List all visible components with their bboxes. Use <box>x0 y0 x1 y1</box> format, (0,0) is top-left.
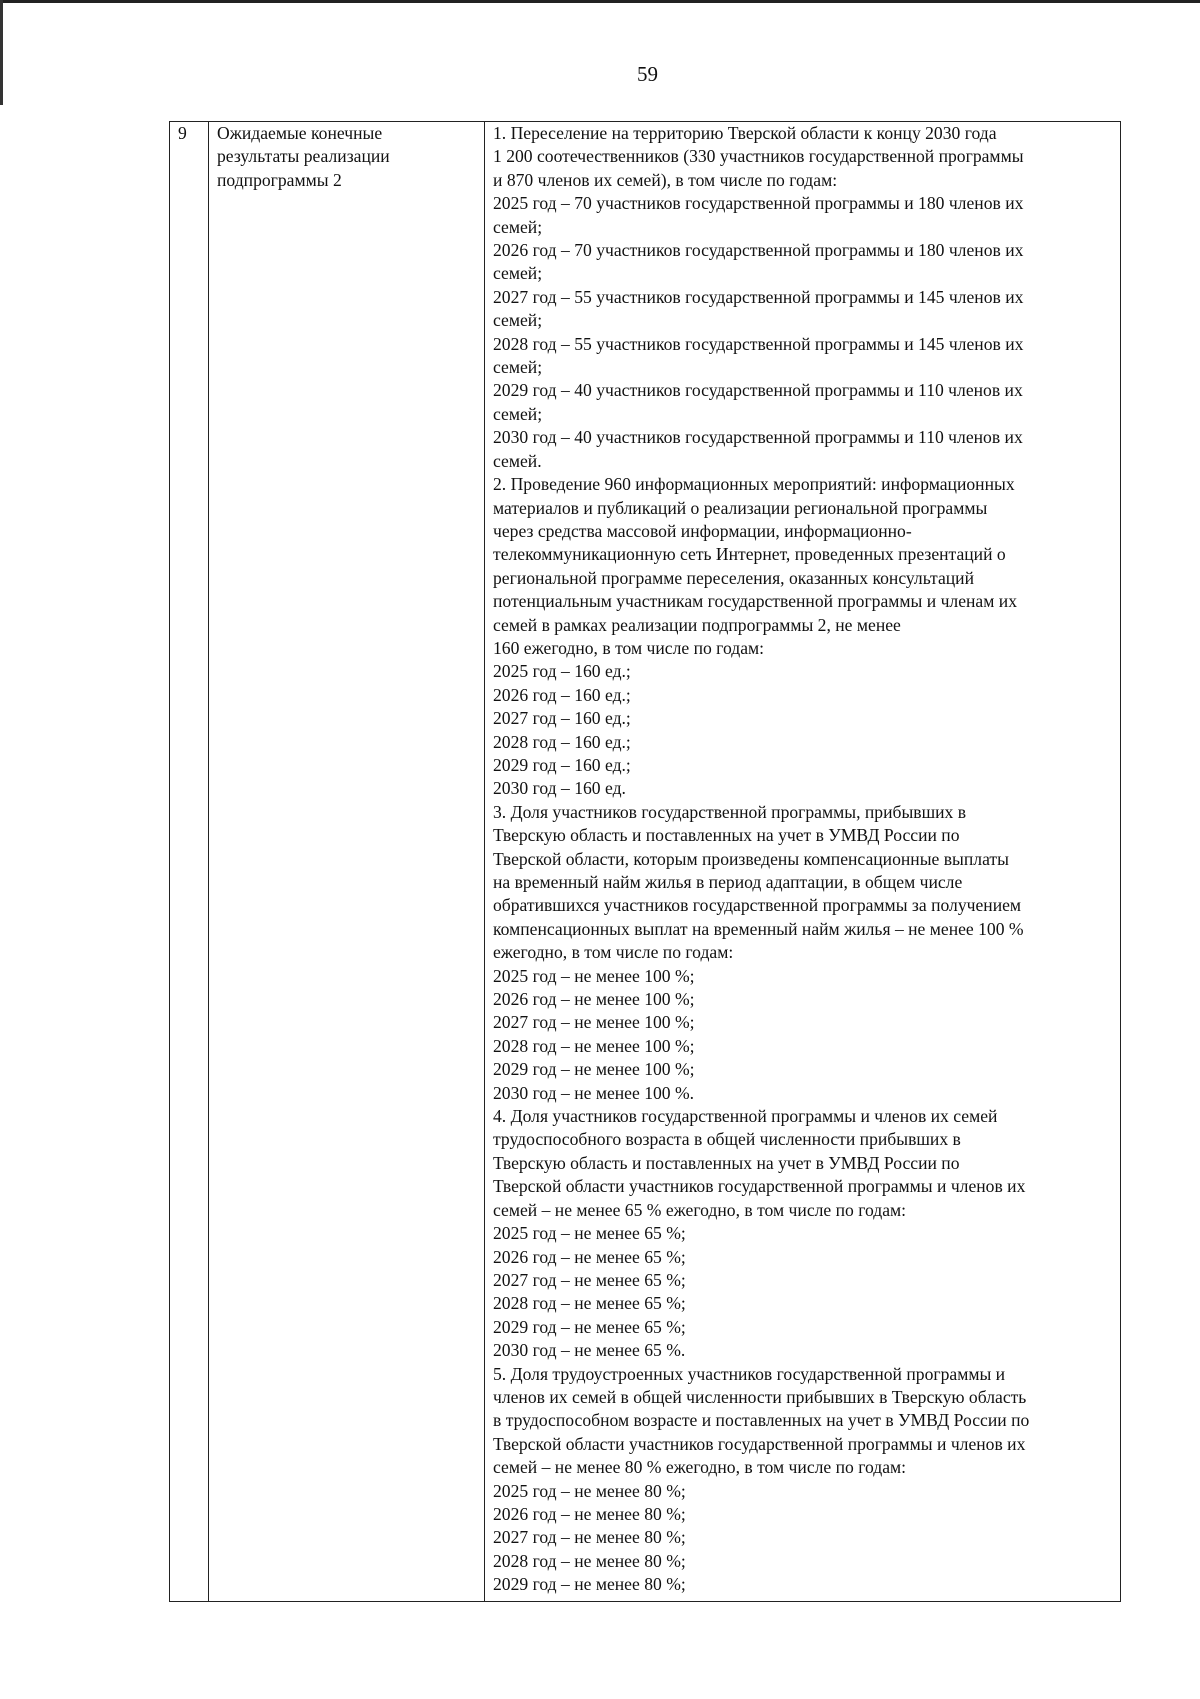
content-line: Тверской области, которым произведены компенсационные выплаты <box>493 848 1009 869</box>
content-line: трудоспособного возраста в общей численности прибывших в <box>493 1129 961 1150</box>
content-line: Тверскую область и поставленных на учет в УМВД России по <box>493 1152 960 1173</box>
label-line: Ожидаемые конечные <box>217 123 383 143</box>
row-content-cell <box>485 122 1121 1602</box>
row-number-cell <box>170 122 209 1602</box>
content-line: компенсационных выплат на временный найм жилья – не менее 100 % <box>493 918 1024 939</box>
content-line: обратившихся участников государственной программы за получением <box>493 895 1022 916</box>
content-line: 5. Доля трудоустроенных участников государственной программы и <box>493 1363 1006 1384</box>
content-line: 2028 год – не менее 80 %; <box>493 1550 686 1571</box>
content-line: семей; <box>493 263 543 284</box>
content-line: 2029 год – 160 ед.; <box>493 754 631 775</box>
content-line: региональной программе переселения, оказанных консультаций <box>493 567 975 588</box>
content-line: 2028 год – 55 участников государственной программы и 145 членов их <box>493 333 1024 354</box>
content-line: Тверской области участников государственной программы и членов их <box>493 1176 1026 1197</box>
content-line: семей – не менее 65 % ежегодно, в том числе по годам: <box>493 1199 907 1220</box>
content-line: 2030 год – 40 участников государственной программы и 110 членов их <box>493 427 1023 448</box>
content-line: 2026 год – не менее 65 %; <box>493 1246 686 1267</box>
content-line: 1. Переселение на территорию Тверской области к концу 2030 года <box>493 123 997 143</box>
content-line: семей; <box>493 310 543 331</box>
scan-edge-top <box>0 0 1200 3</box>
results-table <box>169 121 1121 1602</box>
content-line: материалов и публикаций о реализации региональной программы <box>493 497 988 518</box>
content-line: Тверскую область и поставленных на учет в УМВД России по <box>493 825 960 846</box>
content-line: семей – не менее 80 % ежегодно, в том числе по годам: <box>493 1457 907 1478</box>
content-line: членов их семей в общей численности прибывших в Тверскую область <box>493 1386 1027 1407</box>
content-line: 3. Доля участников государственной программы, прибывших в <box>493 801 967 822</box>
content-line: 2029 год – 40 участников государственной программы и 110 членов их <box>493 380 1023 401</box>
content-line: 2027 год – не менее 80 %; <box>493 1527 686 1548</box>
content-line: 2030 год – не менее 65 %. <box>493 1340 686 1361</box>
content-line: ежегодно, в том числе по годам: <box>493 942 734 963</box>
content-line: 2027 год – не менее 65 %; <box>493 1269 686 1290</box>
content-line: в трудоспособном возрасте и поставленных на учет в УМВД России по <box>493 1410 1030 1431</box>
content-line: 4. Доля участников государственной программы и членов их семей <box>493 1106 998 1127</box>
content-line: 2025 год – не менее 80 %; <box>493 1480 686 1501</box>
content-line: 2027 год – не менее 100 %; <box>493 1012 695 1033</box>
content-line: 2028 год – не менее 100 %; <box>493 1035 695 1056</box>
content-line: 1 200 соотечественников (330 участников государственной программы <box>493 146 1024 167</box>
label-line: подпрограммы 2 <box>217 169 342 190</box>
content-line: семей. <box>493 450 542 471</box>
content-line: 2027 год – 160 ед.; <box>493 708 631 729</box>
content-line: 2029 год – не менее 65 %; <box>493 1316 686 1337</box>
content-line: через средства массовой информации, информационно- <box>493 520 912 541</box>
content-line: на временный найм жилья в период адаптации, в общем числе <box>493 872 963 892</box>
content-line: 2030 год – 160 ед. <box>493 778 626 799</box>
content-line: 2030 год – не менее 100 %. <box>493 1082 695 1103</box>
content-line: 2027 год – 55 участников государственной программы и 145 членов их <box>493 286 1024 307</box>
row-label-cell <box>209 122 485 1602</box>
content-line: 2028 год – не менее 65 %; <box>493 1293 686 1314</box>
content-line: 160 ежегодно, в том числе по годам: <box>493 637 765 658</box>
page-number: 59 <box>637 62 658 86</box>
content-line: 2026 год – не менее 100 %; <box>493 989 695 1010</box>
cell-bottom-padding <box>493 1597 1118 1601</box>
table-row <box>170 122 1121 1602</box>
content-line: семей; <box>493 216 543 237</box>
content-line: Тверской области участников государственной программы и членов их <box>493 1433 1026 1454</box>
content-line: 2029 год – не менее 100 %; <box>493 1059 695 1080</box>
content-line: 2026 год – 160 ед.; <box>493 684 631 705</box>
content-line: 2026 год – не менее 80 %; <box>493 1503 686 1524</box>
content-line: семей в рамках реализации подпрограммы 2, не менее <box>493 614 901 635</box>
content-line: 2029 год – не менее 80 %; <box>493 1574 686 1595</box>
content-line: 2025 год – 70 участников государственной программы и 180 членов их <box>493 193 1024 214</box>
content-line: 2028 год – 160 ед.; <box>493 731 631 752</box>
content-line: семей; <box>493 357 543 378</box>
row-number: 9 <box>178 123 187 143</box>
label-line: результаты реализации <box>217 146 390 167</box>
content-line: и 870 членов их семей), в том числе по годам: <box>493 169 838 190</box>
content-line: потенциальным участникам государственной программы и членам их <box>493 591 1017 612</box>
content-line: 2025 год – не менее 65 %; <box>493 1223 686 1244</box>
content-line: семей; <box>493 403 543 424</box>
scan-edge-left <box>0 0 3 105</box>
content-line: 2. Проведение 960 информационных мероприятий: информационных <box>493 474 1015 495</box>
content-line: 2025 год – не менее 100 %; <box>493 965 695 986</box>
content-line: 2025 год – 160 ед.; <box>493 661 631 682</box>
content-line: 2026 год – 70 участников государственной программы и 180 членов их <box>493 240 1024 261</box>
content-line: телекоммуникационную сеть Интернет, проведенных презентаций о <box>493 544 1006 565</box>
